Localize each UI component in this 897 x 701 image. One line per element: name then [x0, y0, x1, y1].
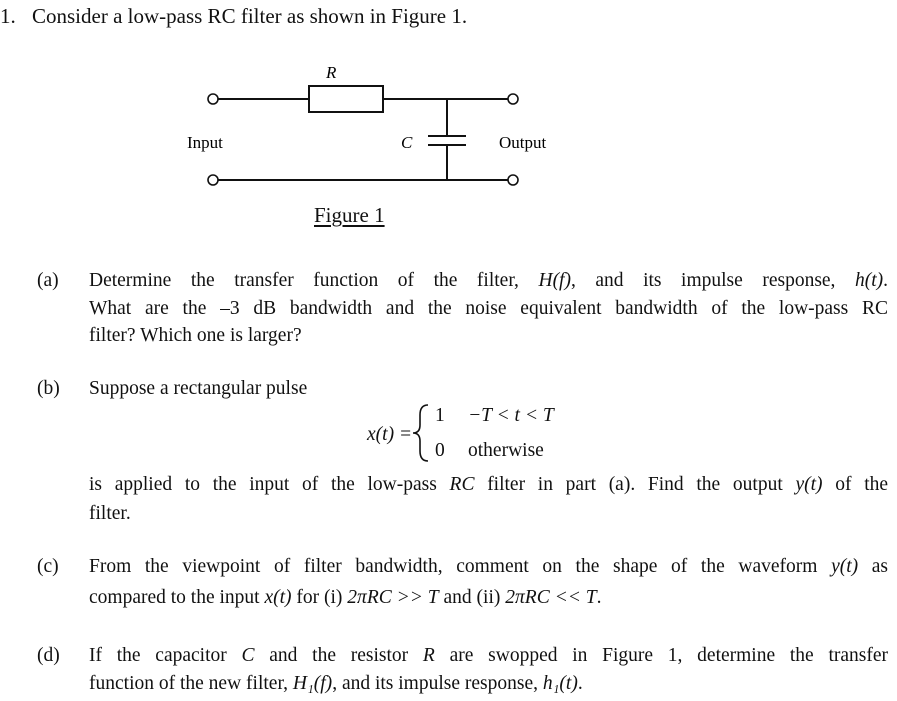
case1-condition: −T < t < T: [468, 405, 554, 426]
part-b-line2: is applied to the input of the low-pass RC filter in part (a). Find the output y(t) of the: [89, 474, 889, 495]
part-d-line2: function of the new filter, H₁(f), and its impulse response, h₁(t).: [89, 673, 583, 694]
part-b-label: (b): [37, 378, 60, 399]
question-intro: Consider a low-pass RC filter as shown in Figure 1.: [32, 4, 468, 28]
case1-value: 1: [435, 405, 445, 426]
part-a-line2: What are the –3 dB bandwidth and the noise equivalent bandwidth of the low-pass RC: [89, 298, 888, 319]
input-terminal-bottom: [208, 175, 218, 185]
part-b-line1: Suppose a rectangular pulse: [89, 378, 308, 399]
resistor-symbol: [309, 86, 383, 112]
capacitor-label: C: [401, 133, 413, 152]
figure-caption: Figure 1: [314, 203, 385, 227]
condition-ii: 2πRC << T: [505, 587, 597, 608]
part-c-line1: From the viewpoint of filter bandwidth, comment on the shape of the waveform y(t) as: [89, 556, 889, 577]
input-terminal-top: [208, 94, 218, 104]
part-c-label: (c): [37, 556, 59, 577]
part-b-line3: filter.: [89, 503, 131, 524]
part-d-line1: If the capacitor C and the resistor R are swopped in Figure 1, determine the transfer: [89, 645, 889, 666]
part-c-line2: compared to the input x(t) for (i) 2πRC >> T and (ii) 2πRC << T.: [89, 587, 602, 608]
part-a-line1: Determine the transfer function of the filter, H(f), and its impulse response, h(t).: [89, 270, 889, 291]
part-a-label: (a): [37, 270, 59, 291]
output-y: y(t): [795, 474, 823, 495]
new-transfer-function: H₁(f): [292, 673, 333, 694]
output-terminal-bottom: [508, 175, 518, 185]
output-terminal-top: [508, 94, 518, 104]
piecewise-brace: [410, 403, 434, 463]
question-number: 1.: [0, 4, 16, 28]
case2-condition: otherwise: [468, 440, 544, 461]
part-d-label: (d): [37, 645, 60, 666]
new-impulse-response: h₁(t): [542, 673, 578, 694]
condition-i: 2πRC >> T: [347, 587, 439, 608]
impulse-response-h: h(t): [854, 270, 884, 291]
resistor-label: R: [326, 63, 337, 82]
transfer-function-H: H(f): [538, 270, 571, 291]
equation-lhs: x(t) =: [367, 424, 413, 445]
part-a-line3: filter? Which one is larger?: [89, 325, 302, 346]
rc-circuit-diagram: [0, 0, 897, 240]
input-label: Input: [187, 133, 223, 152]
output-label: Output: [499, 133, 547, 152]
case2-value: 0: [435, 440, 445, 461]
